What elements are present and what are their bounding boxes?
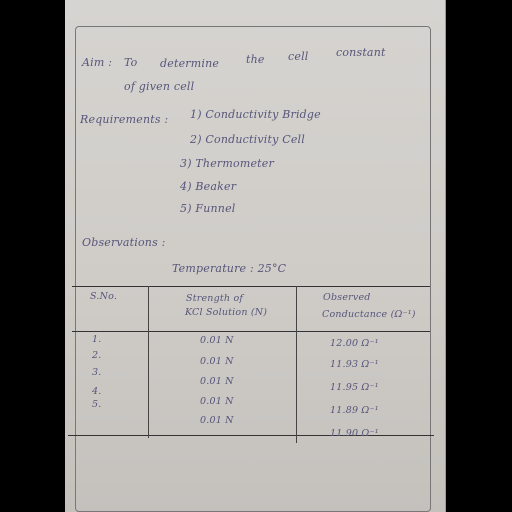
- requirement-item-5: 5) Funnel: [180, 202, 236, 215]
- row-2-sno: 2.: [92, 350, 102, 361]
- aim-word-2: determine: [160, 57, 220, 70]
- row-1-strength: 0.01 N: [200, 335, 234, 346]
- header-sno: S.No.: [90, 291, 118, 302]
- row-3-sno: 3.: [92, 367, 102, 378]
- row-5-sno: 5.: [92, 399, 102, 410]
- temperature-reading: Temperature : 25°C: [172, 262, 287, 275]
- row-2-strength: 0.01 N: [200, 356, 234, 367]
- row-4-conductance: 11.89 Ω⁻¹: [330, 405, 379, 416]
- aim-line-2: of given cell: [124, 80, 195, 93]
- requirement-item-1: 1) Conductivity Bridge: [190, 108, 321, 121]
- row-2-conductance: 11.93 Ω⁻¹: [330, 359, 379, 370]
- row-5-conductance: 11.90 Ω⁻¹: [330, 428, 379, 439]
- header-conductance-line1: Observed: [323, 292, 371, 303]
- header-conductance-line2: Conductance (Ω⁻¹): [322, 309, 416, 320]
- aim-label: Aim :: [82, 56, 113, 69]
- requirement-item-2: 2) Conductivity Cell: [190, 133, 305, 146]
- header-strength-line2: KCl Solution (N): [185, 307, 268, 318]
- requirement-item-4: 4) Beaker: [180, 180, 237, 193]
- table-bottom-line: [68, 435, 434, 436]
- table-top-line: [72, 286, 430, 287]
- row-1-sno: 1.: [92, 334, 102, 345]
- row-4-sno: 4.: [92, 386, 102, 397]
- row-5-strength: 0.01 N: [200, 415, 234, 426]
- row-3-conductance: 11.95 Ω⁻¹: [330, 382, 379, 393]
- row-3-strength: 0.01 N: [200, 376, 234, 387]
- row-4-strength: 0.01 N: [200, 396, 234, 407]
- aim-word-3: the: [246, 53, 265, 66]
- table-header-line: [72, 331, 430, 332]
- table-divider-1: [148, 286, 149, 438]
- requirements-label: Requirements :: [80, 113, 169, 126]
- row-1-conductance: 12.00 Ω⁻¹: [330, 338, 379, 349]
- aim-word-4: cell: [288, 50, 309, 63]
- header-strength-line1: Strength of: [186, 293, 244, 304]
- aim-word-5: constant: [336, 46, 386, 59]
- observations-label: Observations :: [82, 236, 166, 249]
- requirement-item-3: 3) Thermometer: [180, 157, 274, 170]
- aim-word-1: To: [124, 56, 138, 69]
- table-divider-2: [296, 286, 297, 443]
